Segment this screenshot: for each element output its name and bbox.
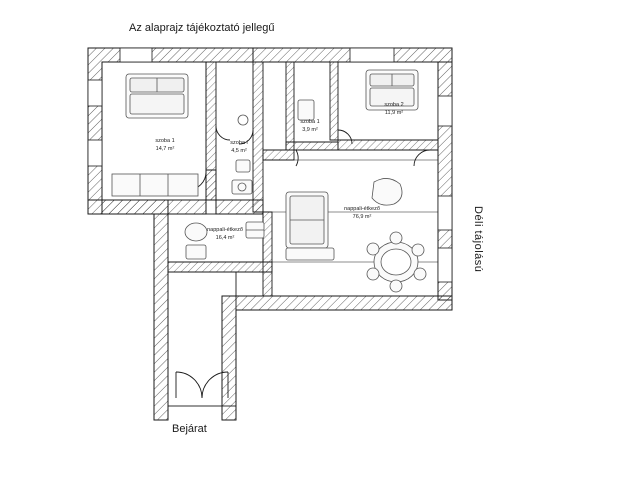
room-name: nappali-étkező	[207, 227, 243, 234]
room-label	[300, 119, 319, 135]
room-area: 3,9 m²	[302, 127, 318, 133]
room-area: 16,4 m²	[215, 235, 235, 241]
room-label	[207, 227, 243, 243]
room-area: 14,7 m²	[155, 146, 175, 152]
room-area: 11,9 m²	[384, 110, 404, 116]
room-label	[384, 102, 403, 118]
room-area: 4,5 m²	[231, 148, 247, 154]
room-name: szoba 1	[300, 119, 320, 126]
plan-disclaimer-title: Az alaprajz tájékoztató jellegű	[129, 22, 275, 34]
room-label	[344, 206, 380, 222]
room-name: szoba i	[230, 140, 248, 147]
room-label	[230, 140, 247, 156]
room-area: 76,9 m²	[352, 214, 372, 220]
room-label	[155, 138, 174, 154]
orientation-label: Déli tájolású	[472, 206, 484, 273]
room-name: szoba 2	[384, 102, 404, 109]
entrance-label: Bejárat	[172, 423, 207, 435]
room-name: nappali-étkező	[344, 206, 380, 213]
room-name: szoba 1	[155, 138, 175, 145]
